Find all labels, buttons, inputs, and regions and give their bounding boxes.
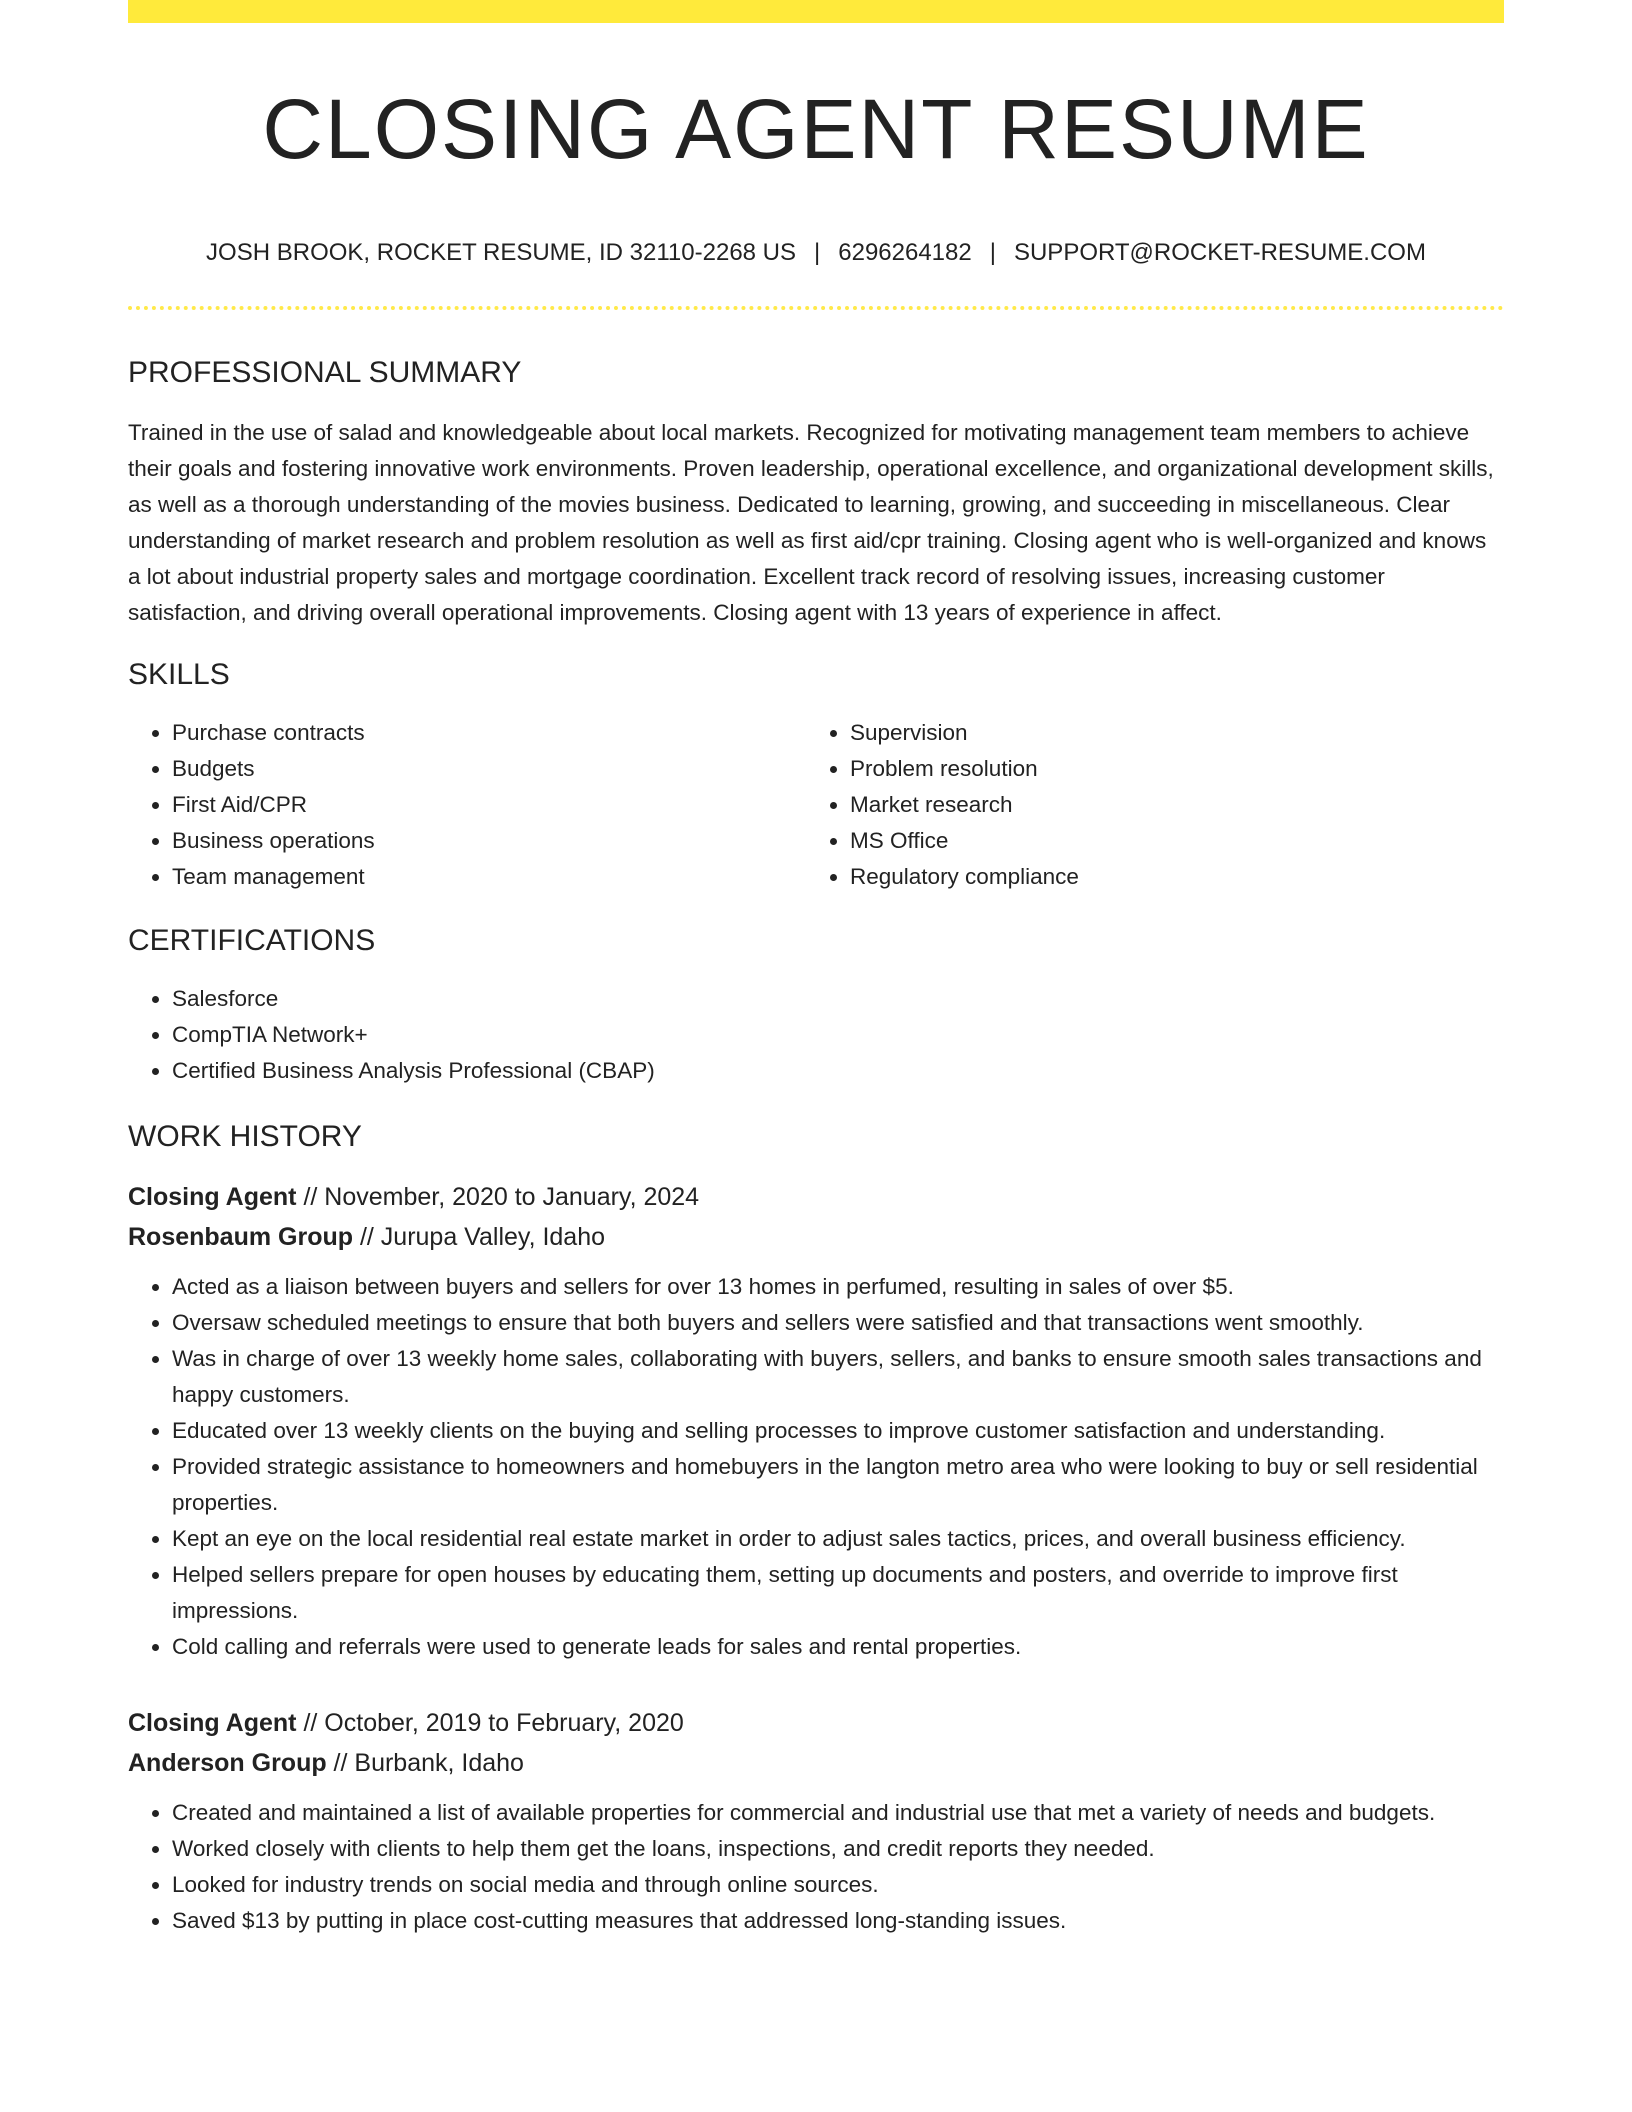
skill-item: • First Aid/CPR — [172, 787, 806, 823]
skill-item: • Budgets — [172, 751, 806, 787]
job-bullet: • Kept an eye on the local residential real estate market in order to adjust sales tactics, prices, and overall business efficiency. — [172, 1521, 1504, 1557]
job-bullet: • Created and maintained a list of available properties for commercial and industrial use that met a variety of needs and budgets. — [172, 1795, 1504, 1831]
job-bullet: • Helped sellers prepare for open houses by educating them, setting up documents and posters, and override to improve first impressions. — [172, 1557, 1504, 1629]
contact-line — [128, 239, 1504, 268]
job-entry — [128, 1703, 1504, 1939]
skills-list-left — [128, 715, 806, 895]
certifications-list — [128, 981, 1504, 1089]
certification-item: • Salesforce — [172, 981, 1504, 1017]
accent-top-bar — [128, 0, 1504, 23]
job-title-line — [128, 1703, 1504, 1743]
skill-item: • Problem resolution — [850, 751, 1484, 787]
job-company: Rosenbaum Group — [128, 1223, 354, 1252]
contact-phone: 6296264182 — [838, 239, 972, 267]
job-bullet: • Saved $13 by putting in place cost-cutting measures that addressed long-standing issues. — [172, 1903, 1504, 1939]
skill-item: • Team management — [172, 859, 806, 895]
job-bullets — [128, 1269, 1504, 1665]
contact-address: JOSH BROOK, ROCKET RESUME, ID 32110-2268 US — [206, 239, 797, 267]
resume-title: CLOSING AGENT RESUME — [262, 82, 1370, 176]
job-bullet: • Educated over 13 weekly clients on the buying and selling processes to improve customer satisfaction and understanding. — [172, 1413, 1504, 1449]
job-bullet: • Looked for industry trends on social media and through online sources. — [172, 1867, 1504, 1903]
skill-item: • Business operations — [172, 823, 806, 859]
skill-item: • MS Office — [850, 823, 1484, 859]
job-dates: // October, 2019 to February, 2020 — [296, 1709, 684, 1738]
job-title-line — [128, 1177, 1504, 1217]
job-dates: // November, 2020 to January, 2024 — [296, 1183, 700, 1212]
job-bullet: • Acted as a liaison between buyers and sellers for over 13 homes in perfumed, resulting in sales of over $5. — [172, 1269, 1504, 1305]
contact-email: SUPPORT@ROCKET-RESUME.COM — [1013, 239, 1426, 267]
contact-separator: | — [814, 239, 821, 267]
summary-heading: PROFESSIONAL SUMMARY — [128, 356, 522, 390]
certifications-heading: CERTIFICATIONS — [128, 924, 376, 958]
job-bullet: • Provided strategic assistance to homeowners and homebuyers in the langton metro area who were looking to buy or sell residential properties. — [172, 1449, 1504, 1521]
job-company-line — [128, 1217, 1504, 1257]
skills-heading: SKILLS — [128, 658, 230, 692]
skill-item: • Market research — [850, 787, 1484, 823]
job-entry — [128, 1177, 1504, 1665]
job-title: Closing Agent — [128, 1709, 297, 1738]
job-company-line — [128, 1743, 1504, 1783]
skill-item: • Supervision — [850, 715, 1484, 751]
skills-list-right — [806, 715, 1484, 895]
job-bullet: • Was in charge of over 13 weekly home sales, collaborating with buyers, sellers, and banks to ensure smooth sales transactions and happy customers. — [172, 1341, 1504, 1413]
job-bullets — [128, 1795, 1504, 1939]
work-history-heading: WORK HISTORY — [128, 1120, 362, 1154]
job-bullet: • Cold calling and referrals were used to generate leads for sales and rental properties. — [172, 1629, 1504, 1665]
job-location: // Jurupa Valley, Idaho — [353, 1223, 606, 1252]
job-title: Closing Agent — [128, 1183, 297, 1212]
summary-text: Trained in the use of salad and knowledgeable about local markets. Recognized for motivating management team members to achieve their goals and fostering innovative work environments. Proven leadership, operational excellence, and organizational development skills, as well as a thorough understanding of the movies business. Dedicated to learning, growing, and succeeding in miscellaneous. Clear understanding of market research and problem resolution as well as first aid/cpr training. Closing agent who is well-organized and knows a lot about industrial property sales and mortgage coordination. Excellent track record of resolving issues, increasing customer satisfaction, and driving overall operational improvements. Closing agent with 13 years of experience in affect. — [128, 420, 1494, 626]
job-bullet: • Worked closely with clients to help them get the loans, inspections, and credit reports they needed. — [172, 1831, 1504, 1867]
job-company: Anderson Group — [128, 1749, 327, 1778]
dotted-divider — [128, 306, 1504, 310]
skills-grid — [128, 715, 1504, 895]
resume-page — [128, 0, 1504, 1939]
certification-item: • Certified Business Analysis Professional (CBAP) — [172, 1053, 1504, 1089]
skill-item: • Purchase contracts — [172, 715, 806, 751]
skill-item: • Regulatory compliance — [850, 859, 1484, 895]
certification-item: • CompTIA Network+ — [172, 1017, 1504, 1053]
job-location: // Burbank, Idaho — [326, 1749, 524, 1778]
job-bullet: • Oversaw scheduled meetings to ensure that both buyers and sellers were satisfied and that transactions went smoothly. — [172, 1305, 1504, 1341]
contact-separator: | — [989, 239, 996, 267]
